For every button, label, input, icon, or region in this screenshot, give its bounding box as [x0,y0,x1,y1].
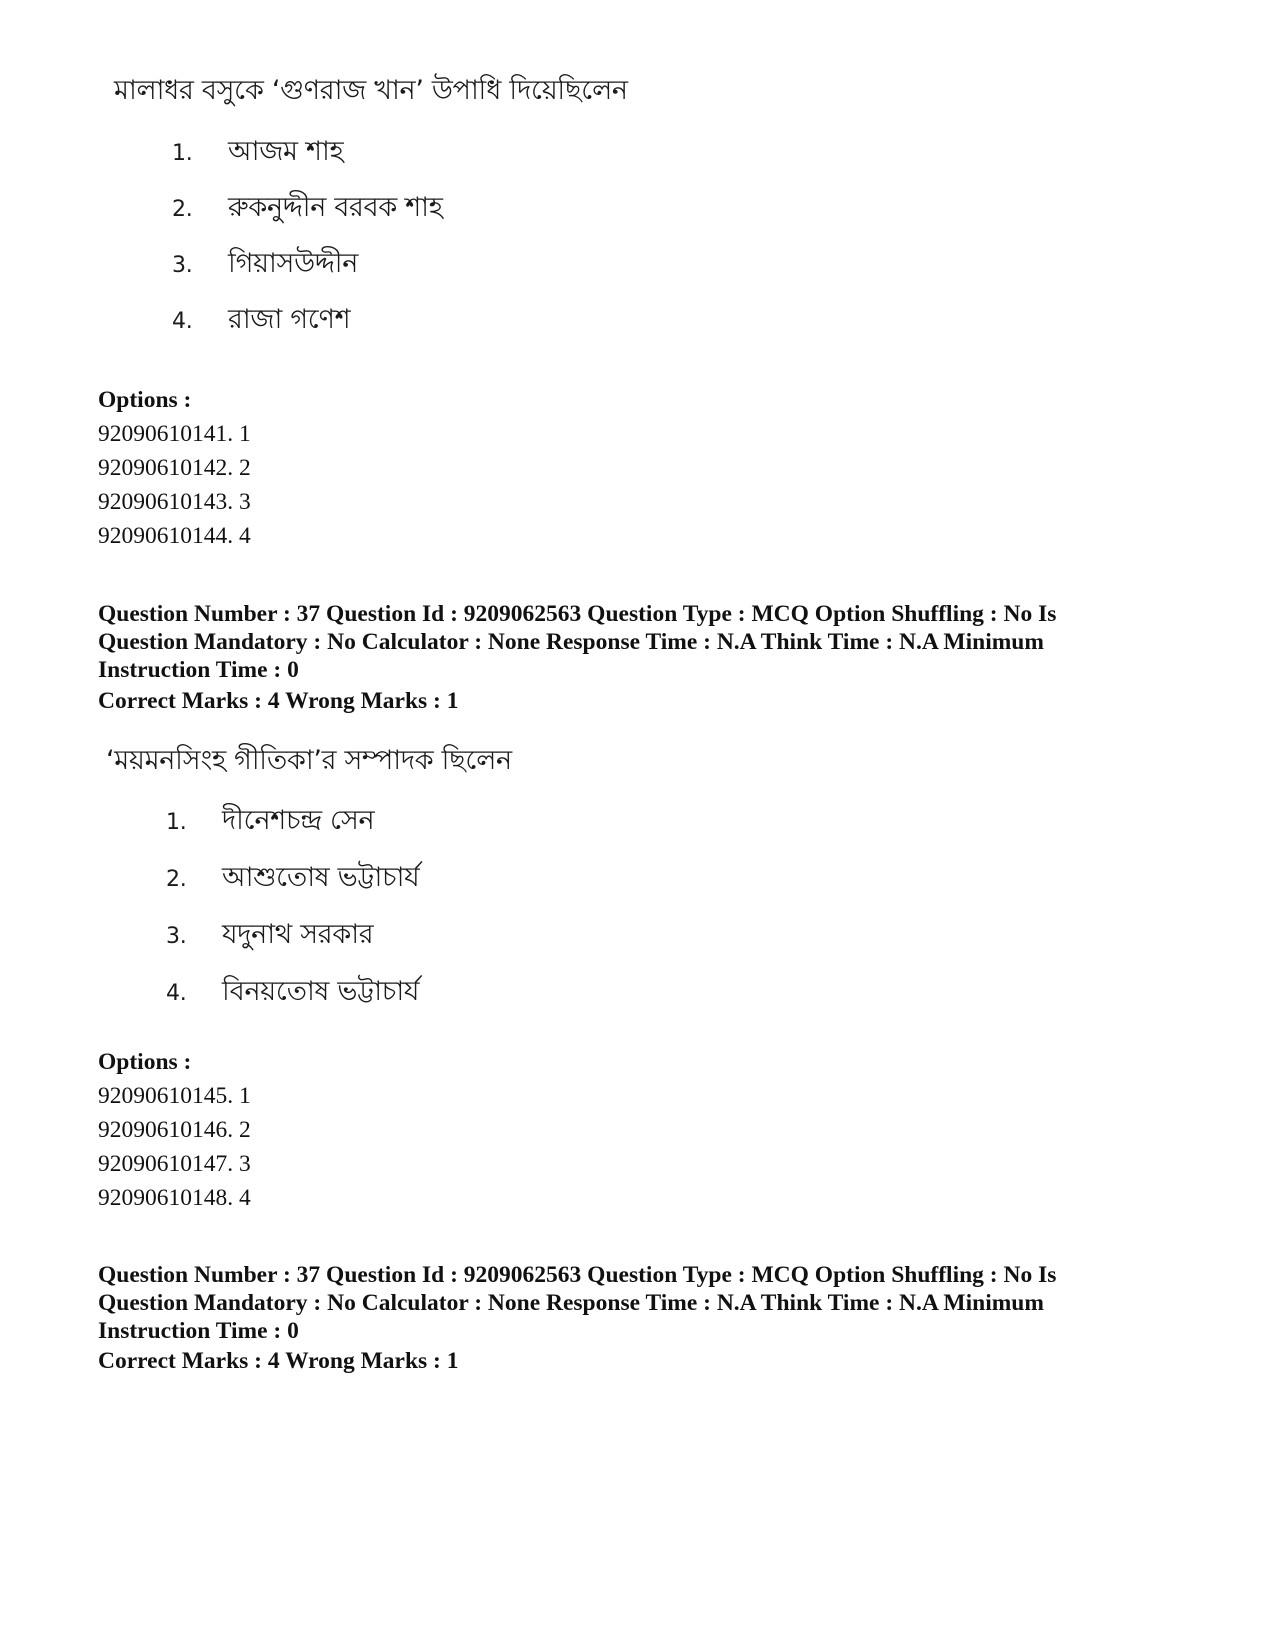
choice-text: যদুনাথ সরকার [222,919,374,950]
choice-text: গিয়াসউদ্দীন [228,248,359,279]
option-item: 92090610146. 2 [98,1117,251,1143]
choice-text: দীনেশচন্দ্র সেন [222,805,375,836]
options-list [98,383,251,553]
option-item: 92090610145. 1 [98,1083,251,1109]
choice-item [172,187,443,232]
choice-item [166,800,374,845]
choice-number: 3. [166,924,187,949]
question-stem: মালাধর বসুকে ‘গুণরাজ খান’ উপাধি দিয়েছিলেন [114,75,628,106]
question-meta [98,1261,1178,1345]
choice-text: বিনয়তোষ ভট্টাচার্য [222,976,420,1007]
meta-line: Instruction Time : 0 [98,1318,299,1344]
choice-number: 4. [166,981,187,1006]
choice-text: আজম শাহ [228,136,344,167]
meta-line: Question Number : 37 Question Id : 9209062563 Question Type : MCQ Option Shuffling : No Is [98,601,1057,627]
choice-number: 4. [172,309,193,334]
choice-item [166,971,419,1016]
choice-number: 2. [166,867,187,892]
question-stem: ‘ময়মনসিংহ গীতিকা’র সম্পাদক ছিলেন [106,745,512,776]
options-header: Options : [98,387,192,413]
choice-item [166,914,373,959]
choice-number: 2. [172,197,193,222]
option-item: 92090610141. 1 [98,421,251,447]
option-item: 92090610142. 2 [98,455,251,481]
choice-number: 3. [172,253,193,278]
options-list [98,1045,251,1215]
option-item: 92090610143. 3 [98,489,251,515]
marks-line: Correct Marks : 4 Wrong Marks : 1 [98,1348,459,1374]
choice-item [172,243,358,288]
choice-text: রাজা গণেশ [228,304,351,335]
choice-text: রুকনুদ্দীন বরবক শাহ [228,192,443,223]
option-item: 92090610144. 4 [98,523,251,549]
choice-number: 1. [166,810,187,835]
meta-line: Instruction Time : 0 [98,657,299,683]
option-item: 92090610148. 4 [98,1185,251,1211]
question-meta [98,600,1178,684]
options-header: Options : [98,1049,192,1075]
option-item: 92090610147. 3 [98,1151,251,1177]
choice-text: আশুতোষ ভট্টাচার্য [222,862,420,893]
meta-line: Question Mandatory : No Calculator : None Response Time : N.A Think Time : N.A Minimum [98,1290,1044,1316]
meta-line: Question Number : 37 Question Id : 9209062563 Question Type : MCQ Option Shuffling : No Is [98,1262,1057,1288]
choice-item [172,299,350,344]
choice-number: 1. [172,141,193,166]
choice-item [172,131,343,176]
choice-item [166,857,419,902]
meta-line: Question Mandatory : No Calculator : None Response Time : N.A Think Time : N.A Minimum [98,629,1044,655]
marks-line: Correct Marks : 4 Wrong Marks : 1 [98,688,459,714]
